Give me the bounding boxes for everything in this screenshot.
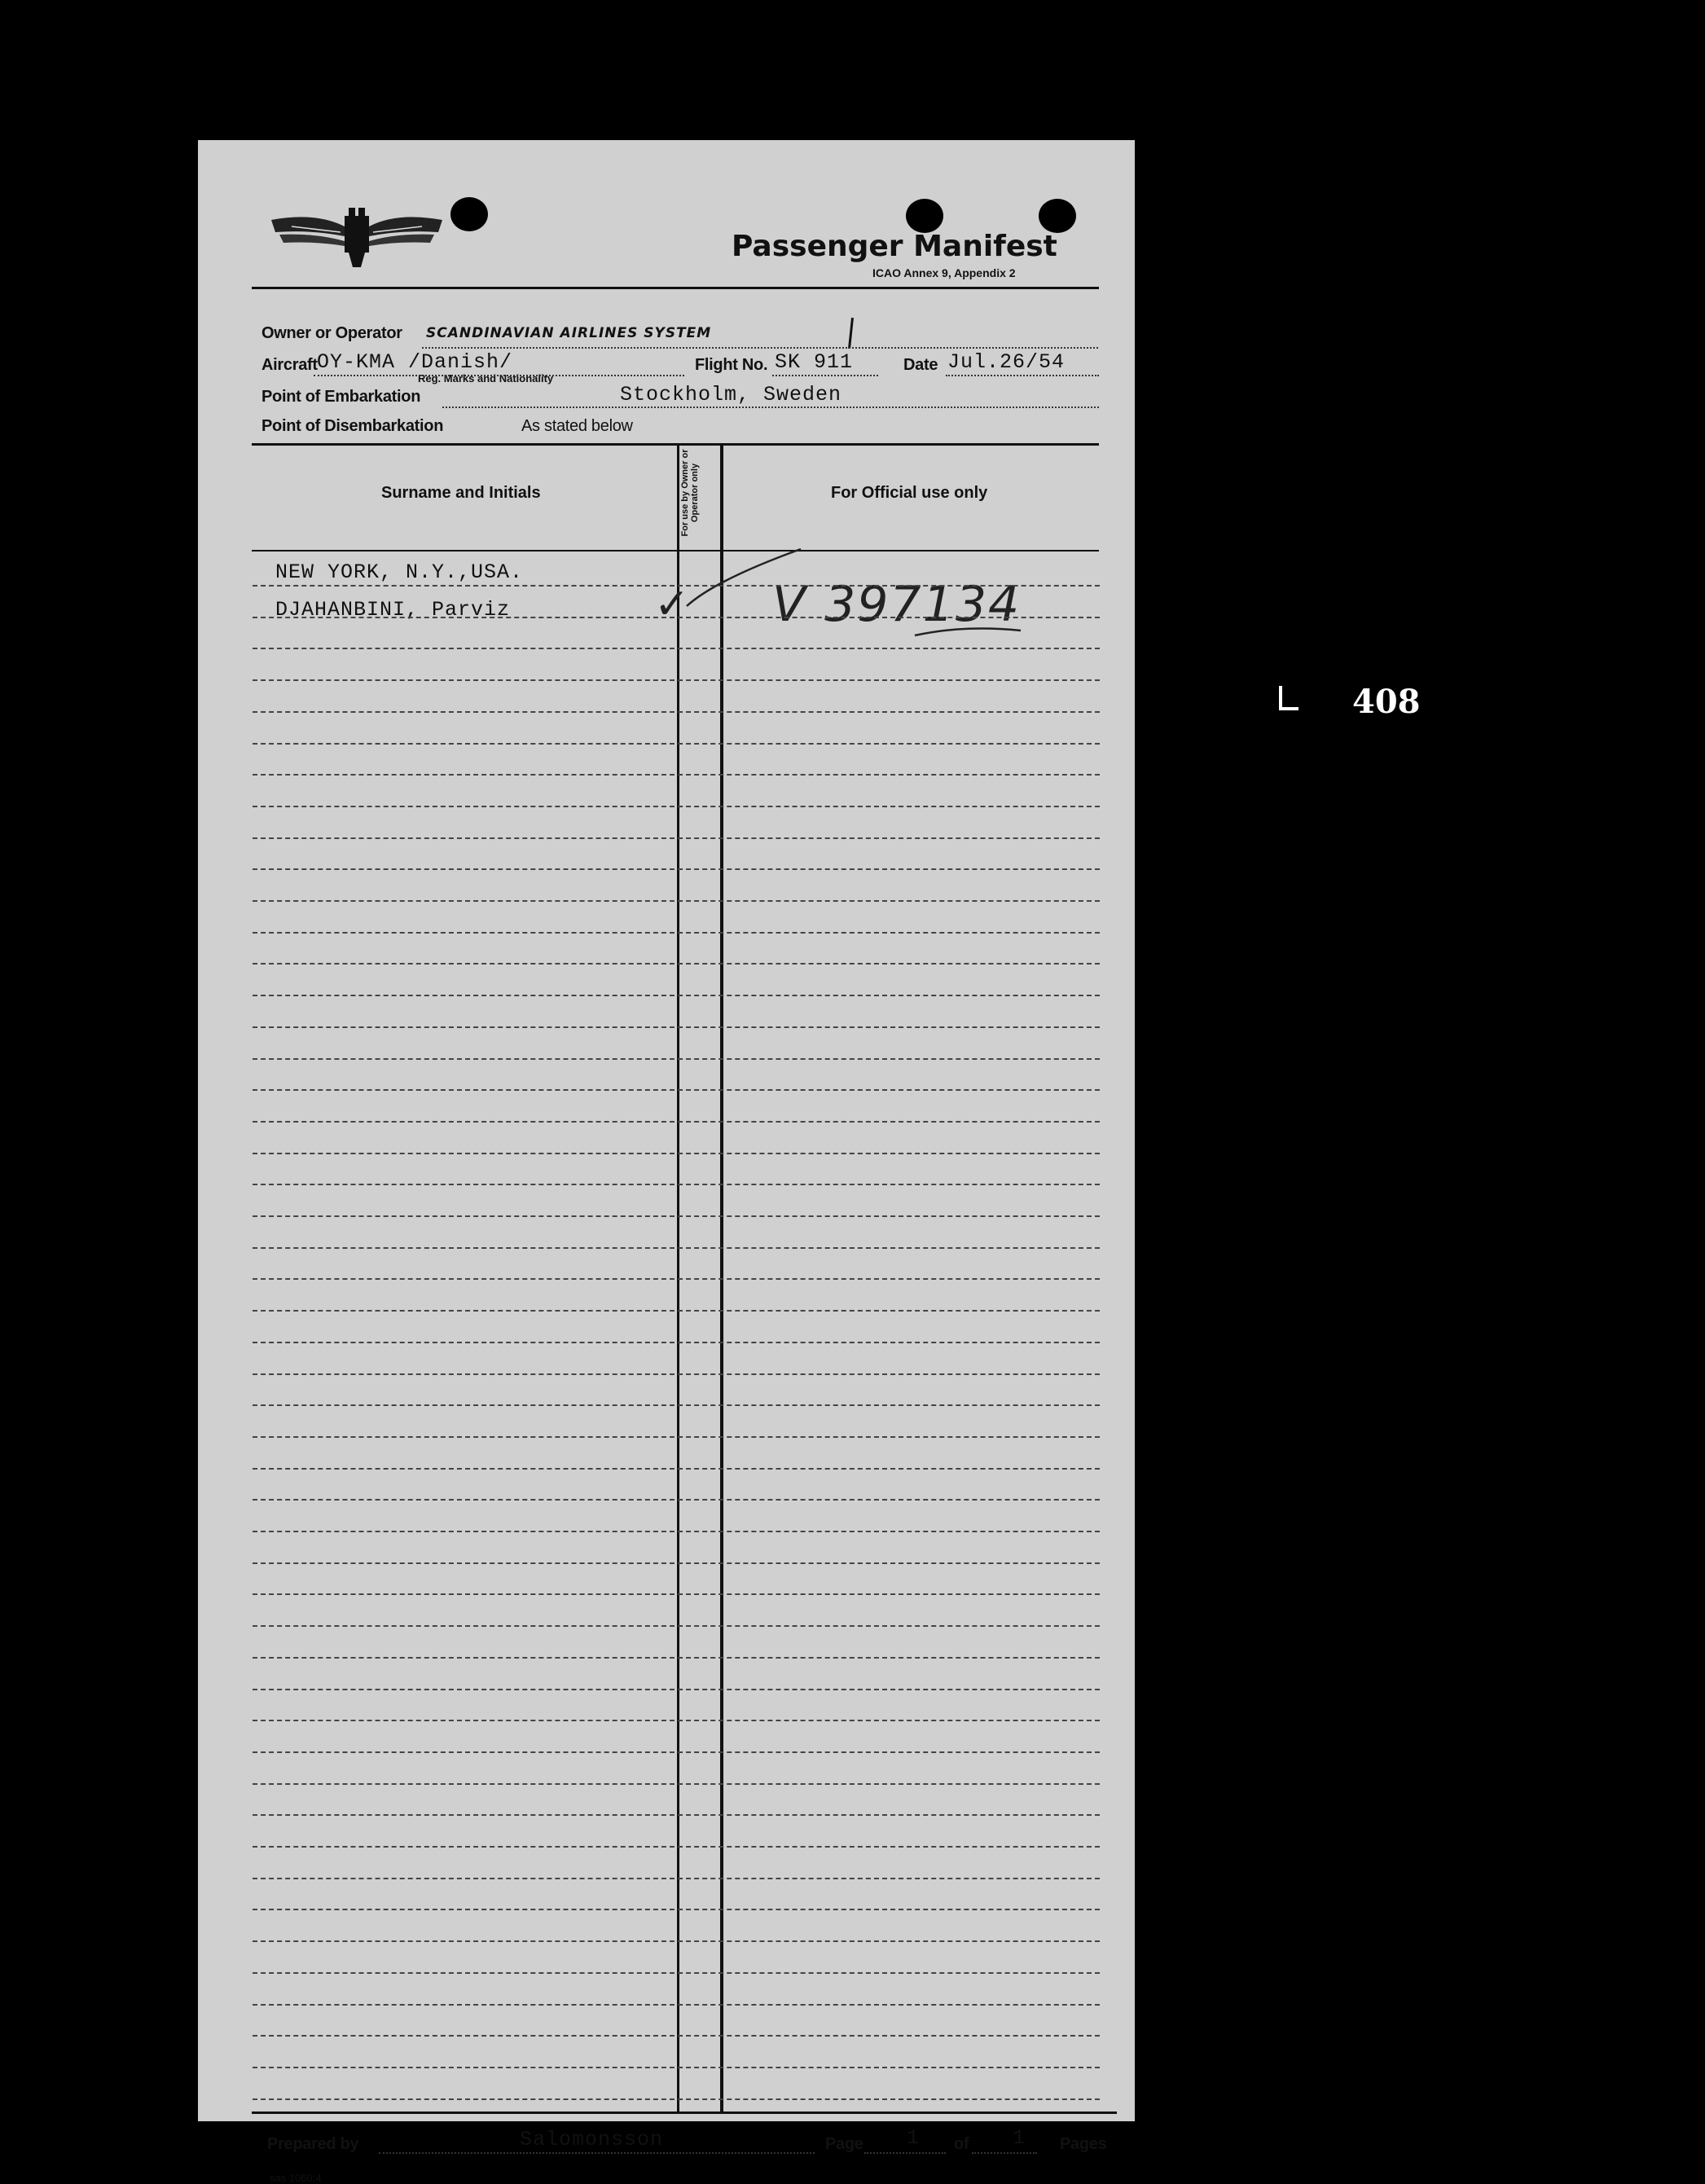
table-row-line	[253, 1531, 1100, 1532]
owner-label: Owner or Operator	[261, 324, 402, 342]
table-row-line	[253, 1278, 1100, 1280]
table-row-line	[253, 1940, 1100, 1942]
aircraft-line	[314, 375, 684, 376]
embarkation-label: Point of Embarkation	[261, 388, 421, 406]
table-row-line	[253, 1814, 1100, 1816]
disembarkation-value: As stated below	[521, 417, 633, 435]
owner-check-mark: ✓	[654, 580, 692, 629]
prepared-by-line	[379, 2152, 815, 2154]
owner-value: SCANDINAVIAN AIRLINES SYSTEM	[426, 325, 712, 341]
table-row-line	[253, 963, 1100, 965]
official-column-header: For Official use only	[831, 484, 988, 502]
manifest-title: Passenger Manifest	[732, 230, 1057, 263]
embarkation-value: Stockholm, Sweden	[620, 383, 842, 406]
table-row-line	[253, 806, 1100, 807]
page-value: 1	[907, 2126, 921, 2150]
table-row-line	[253, 1562, 1100, 1564]
table-row-line	[253, 900, 1100, 902]
table-row-line	[253, 2004, 1100, 2006]
table-row-line	[253, 774, 1100, 776]
form-number: sas 1060:4	[270, 2172, 322, 2184]
official-visa-number: V 397134	[772, 576, 1022, 633]
table-row-line	[253, 1153, 1100, 1154]
pages-label: Pages	[1060, 2135, 1107, 2153]
table-row-line	[253, 1720, 1100, 1721]
prepared-by-label: Prepared by	[267, 2135, 359, 2153]
header-rule	[252, 287, 1099, 289]
aircraft-note: Reg. Marks and Nationality	[418, 372, 554, 385]
table-row-line	[253, 932, 1100, 934]
official-entry-underline	[907, 621, 1029, 645]
table-row-passenger: DJAHANBINI, Parviz	[275, 598, 511, 622]
table-row-line	[253, 711, 1100, 713]
table-row-line	[253, 1089, 1100, 1091]
table-row-line	[253, 1751, 1100, 1753]
aircraft-value: OY-KMA /Danish/	[317, 350, 513, 374]
table-row-line	[253, 868, 1100, 870]
table-row-line	[253, 1184, 1100, 1185]
footer-rule	[252, 2111, 1117, 2114]
table-row-line	[253, 2098, 1100, 2100]
table-row-line	[253, 1342, 1100, 1343]
table-row-line	[253, 585, 1100, 587]
table-row-line	[253, 743, 1100, 745]
table-row-line	[253, 1404, 1100, 1406]
table-row-line	[253, 837, 1100, 839]
table-row-line	[253, 1373, 1100, 1375]
aircraft-label: Aircraft	[261, 356, 318, 374]
table-row-line	[253, 1058, 1100, 1060]
table-row-line	[253, 1909, 1100, 1910]
table-row-line	[253, 1783, 1100, 1785]
disembarkation-label: Point of Disembarkation	[261, 417, 444, 435]
manifest-page	[198, 140, 1135, 2184]
owner-line	[422, 347, 1098, 349]
flight-line	[772, 375, 878, 376]
table-row-line	[253, 1657, 1100, 1659]
of-line	[972, 2152, 1037, 2154]
flight-label: Flight No.	[695, 356, 768, 374]
page-label: Page	[825, 2135, 863, 2153]
table-row-line	[253, 1499, 1100, 1501]
date-line	[946, 375, 1099, 376]
table-row-line	[253, 1247, 1100, 1249]
table-top-rule	[252, 443, 1099, 446]
table-row-line	[253, 1310, 1100, 1312]
table-row-line	[253, 1026, 1100, 1028]
punch-hole	[450, 197, 488, 231]
table-row-line	[253, 1625, 1100, 1627]
punch-hole	[1039, 199, 1076, 233]
owner-end-mark	[848, 318, 854, 349]
date-value: Jul.26/54	[947, 350, 1066, 374]
table-row-line	[253, 617, 1100, 618]
page-line	[864, 2152, 946, 2154]
table-row-destination: NEW YORK, N.Y.,USA.	[275, 560, 524, 584]
punch-hole	[906, 199, 943, 233]
header-bottom-rule	[252, 550, 1099, 551]
airline-wings-logo	[267, 187, 446, 277]
surname-column-header: Surname and Initials	[381, 484, 541, 502]
of-label: of	[954, 2135, 969, 2153]
table-row-line	[253, 1121, 1100, 1123]
table-row-line	[253, 1689, 1100, 1690]
table-row-line	[253, 1215, 1100, 1217]
table-row-line	[253, 2035, 1100, 2037]
table-row-line	[253, 2067, 1100, 2068]
table-row-line	[253, 1878, 1100, 1879]
owner-use-column-header: For use by Owner or Operator only	[680, 449, 700, 537]
prepared-by-value: Salomonsson	[520, 2128, 664, 2151]
table-row-line	[253, 1593, 1100, 1595]
table-row-line	[253, 1846, 1100, 1848]
embarkation-line	[442, 406, 1099, 408]
table-row-line	[253, 1436, 1100, 1438]
table-row-line	[253, 1972, 1100, 1974]
manifest-subtitle: ICAO Annex 9, Appendix 2	[872, 266, 1016, 279]
table-row-line	[253, 995, 1100, 996]
of-value: 1	[1013, 2126, 1026, 2150]
table-row-line	[253, 1468, 1100, 1470]
flight-value: SK 911	[775, 350, 854, 374]
table-row-line	[253, 648, 1100, 649]
margin-page-number: 408	[1352, 683, 1421, 721]
margin-corner-mark	[1277, 684, 1302, 714]
table-row-line	[253, 679, 1100, 681]
date-label: Date	[903, 356, 938, 374]
